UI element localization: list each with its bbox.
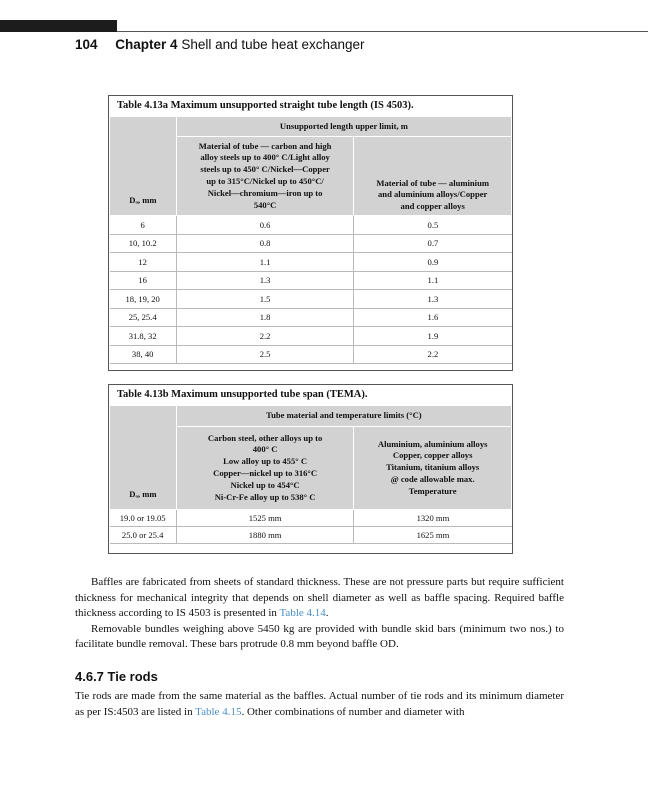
table-cell: 1320 mm <box>354 510 512 527</box>
table-cell: 0.8 <box>176 234 354 253</box>
table-cell: 2.5 <box>176 345 354 364</box>
table-row <box>110 308 512 327</box>
table-cell: 1625 mm <box>354 527 512 544</box>
body-text-tie-rods <box>75 689 564 720</box>
header-bar <box>0 20 117 32</box>
column-header-do: Dₒ, mm <box>110 117 177 216</box>
table-cell: 1880 mm <box>176 527 354 544</box>
group-header: Unsupported length upper limit, m <box>176 117 511 137</box>
table-cell: 25, 25.4 <box>110 308 177 327</box>
table-cell: 1.9 <box>354 327 512 346</box>
table-cell: 38, 40 <box>110 345 177 364</box>
section-heading: 4.6.7 Tie rods <box>75 669 158 684</box>
table-row <box>110 216 512 235</box>
table-cell: 1.3 <box>176 271 354 290</box>
table-row <box>110 345 512 364</box>
table-cell: 12 <box>110 253 177 272</box>
table-cell: 1.5 <box>176 290 354 309</box>
table-cell: 19.0 or 19.05 <box>110 510 177 527</box>
header-rule <box>117 31 648 32</box>
paragraph-bundles: Removable bundles weighing above 5450 kg are provided with bundle skid bars (minimum two nos.) to facilitate bundle removal. These bars protrude 0.8 mm beyond baffle OD. <box>75 622 564 650</box>
table-caption: Table 4.13b Maximum unsupported tube span (TEMA). <box>117 389 368 400</box>
table-cell: 10, 10.2 <box>110 234 177 253</box>
table-row <box>110 253 512 272</box>
table-4-13a <box>108 95 513 371</box>
paragraph-baffles <box>75 575 564 622</box>
table-cell: 0.9 <box>354 253 512 272</box>
paragraph-text: Baffles are fabricated from sheets of standard thickness. These are not pressure parts but require sufficient thickness for mechanical integrity that depends on shell diameter as well as baffle spacing. Required baffle thickness according to IS 4503 is presented in <box>75 576 564 619</box>
chapter-title: Shell and tube heat exchanger <box>181 37 365 52</box>
table-row <box>110 290 512 309</box>
paragraph-end: . Other combinations of number and diameter with <box>241 705 465 718</box>
column-header-steel: Material of tube — carbon and high alloy steels up to 400° C/Light alloy steels up to 450° C/Nickel—Copper up to 315°C/Nickel up to 450°C/ Nickel—chromium—iron up to 540°C <box>176 137 354 216</box>
table-cell: 0.5 <box>354 216 512 235</box>
table-row <box>110 271 512 290</box>
paragraph-tie-rods <box>75 689 564 720</box>
table-cell: 1525 mm <box>176 510 354 527</box>
table-cell: 25.0 or 25.4 <box>110 527 177 544</box>
table-cell: 1.8 <box>176 308 354 327</box>
table-row <box>110 510 512 527</box>
table-cell: 0.7 <box>354 234 512 253</box>
table-cell: 1.6 <box>354 308 512 327</box>
table-cell: 1.1 <box>354 271 512 290</box>
page-number: 104 <box>75 37 98 52</box>
table-cell: 1.3 <box>354 290 512 309</box>
column-header-aluminium: Material of tube — aluminium and aluminium alloys/Copper and copper alloys <box>354 137 512 216</box>
table-cell: 2.2 <box>176 327 354 346</box>
table-row <box>110 234 512 253</box>
table-cell: 18, 19, 20 <box>110 290 177 309</box>
table-cell: 6 <box>110 216 177 235</box>
paragraph-end: . <box>325 607 329 619</box>
table-cell: 0.6 <box>176 216 354 235</box>
body-text <box>75 575 564 653</box>
column-header-aluminium: Aluminium, aluminium alloys Copper, copper alloys Titanium, titanium alloys @ code allowable max. Temperature <box>354 427 512 510</box>
group-header: Tube material and temperature limits (°C) <box>176 406 511 427</box>
table-row <box>110 327 512 346</box>
table-4-13b <box>108 384 513 554</box>
chapter-label: Chapter 4 <box>115 37 178 52</box>
table-4-15-link[interactable]: Table 4.15 <box>195 705 242 718</box>
table-4-14-link[interactable]: Table 4.14 <box>279 607 326 619</box>
table-cell: 1.1 <box>176 253 354 272</box>
table-cell: 16 <box>110 271 177 290</box>
column-header-carbon-steel: Carbon steel, other alloys up to 400° C Low alloy up to 455° C Copper—nickel up to 316°C Nickel up to 454°C Ni-Cr-Fe alloy up to 538° C <box>176 427 354 510</box>
table-cell: 2.2 <box>354 345 512 364</box>
paragraph-text: Tie rods are made from the same material as the baffles. Actual number of tie rods and its minimum diameter as per IS:4503 are listed in <box>75 690 564 718</box>
running-header <box>75 37 364 52</box>
table-caption: Table 4.13a Maximum unsupported straight tube length (IS 4503). <box>117 100 414 111</box>
column-header-do: Dₒ, mm <box>110 406 177 510</box>
table-cell: 31.8, 32 <box>110 327 177 346</box>
table-row <box>110 527 512 544</box>
